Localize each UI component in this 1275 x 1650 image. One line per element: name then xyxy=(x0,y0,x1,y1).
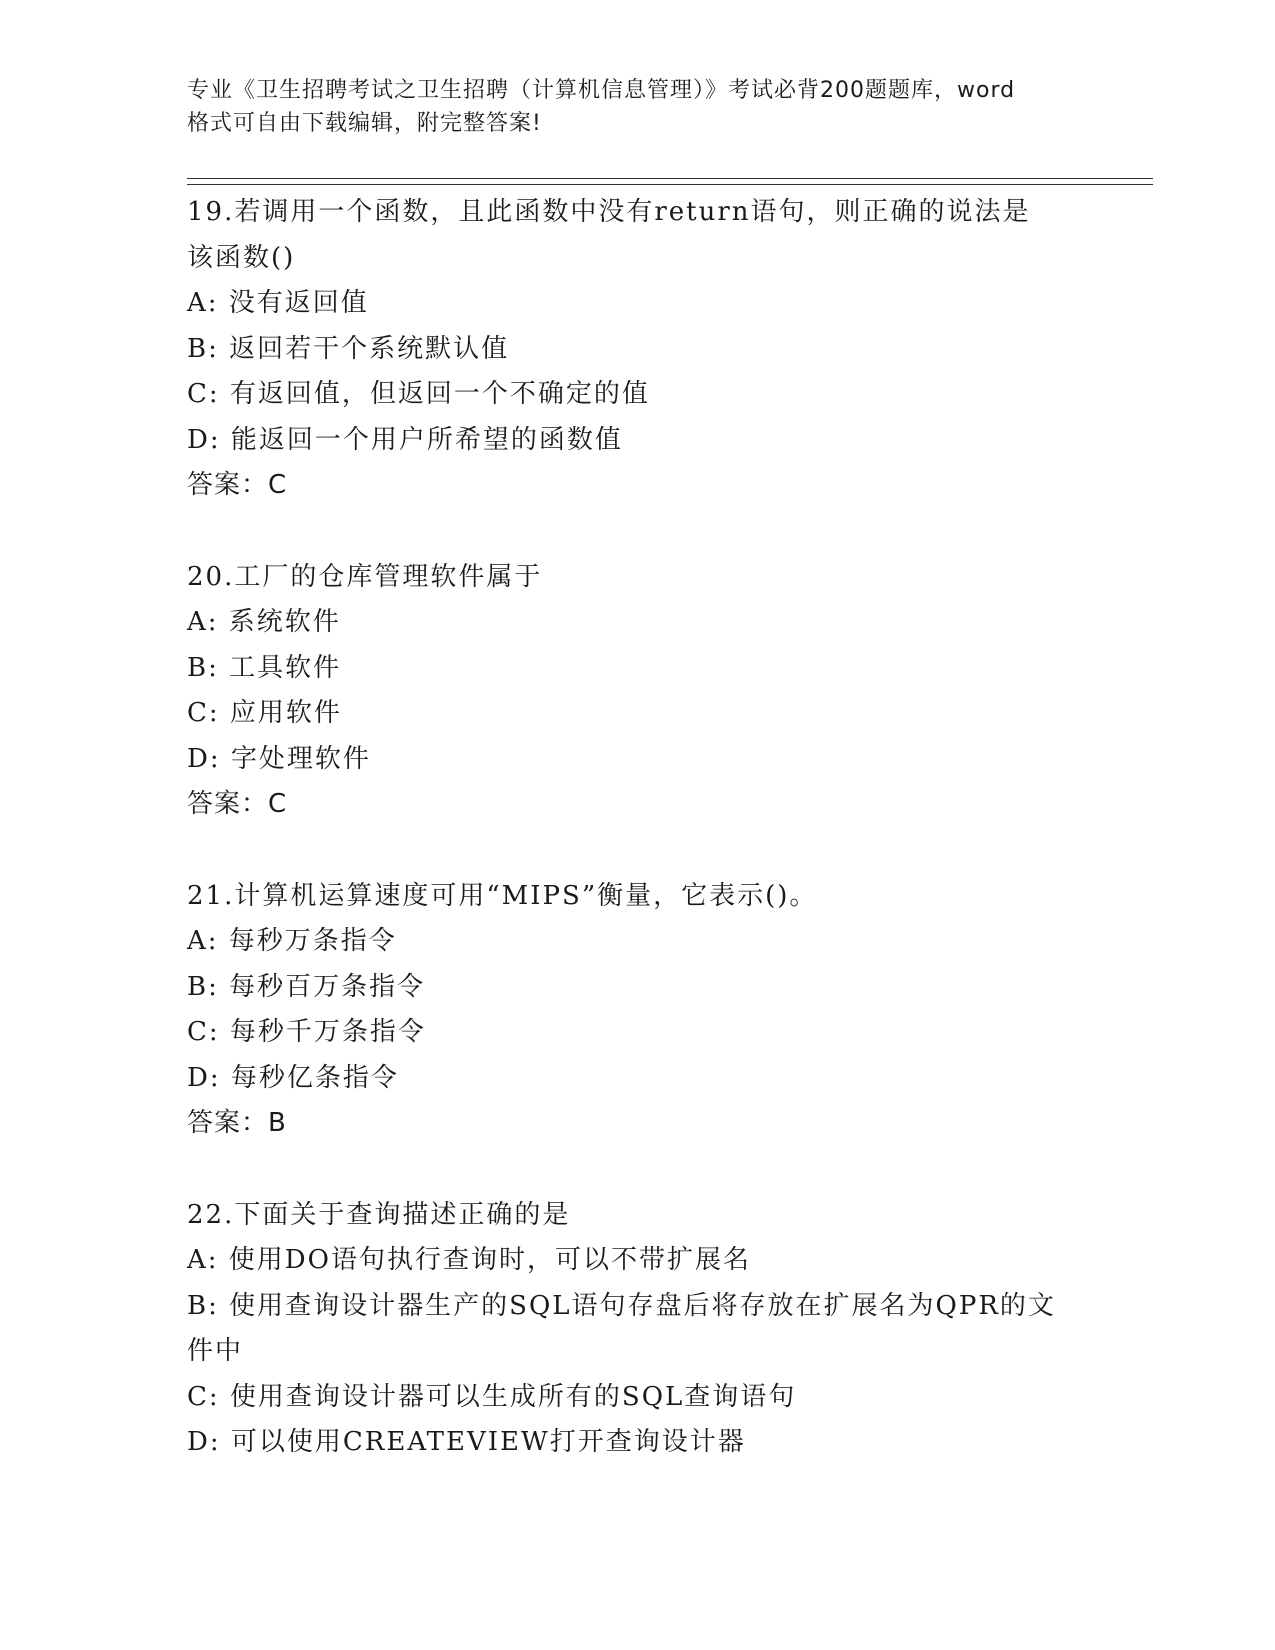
option-a: A: 每秒万条指令 xyxy=(187,926,397,956)
answer: 答案：C xyxy=(187,470,288,500)
option-b: B: 使用查询设计器生产的SQL语句存盘后将存放在扩展名为QPR的文 xyxy=(187,1290,1056,1321)
option-d: D: 能返回一个用户所希望的函数值 xyxy=(187,424,623,455)
option-a: A: 使用DO语句执行查询时，可以不带扩展名 xyxy=(187,1245,751,1275)
answer: 答案：B xyxy=(187,1108,287,1138)
header-divider xyxy=(187,178,1153,185)
option-b: B: 返回若干个系统默认值 xyxy=(187,333,510,364)
question-21 xyxy=(187,874,1087,1147)
option-d: D: 字处理软件 xyxy=(187,743,371,774)
document-header xyxy=(187,74,1087,140)
header-line-2: 格式可自由下载编辑，附完整答案! xyxy=(187,111,542,136)
option-b: B: 每秒百万条指令 xyxy=(187,971,426,1002)
header-line-1: 专业《卫生招聘考试之卫生招聘（计算机信息管理）》考试必背200题题库，word xyxy=(187,78,1016,103)
question-list xyxy=(187,190,1087,1512)
answer: 答案：C xyxy=(187,789,288,819)
option-d: D: 可以使用CREATEVIEW打开查询设计器 xyxy=(187,1427,746,1457)
option-d: D: 每秒亿条指令 xyxy=(187,1062,399,1093)
question-stem: 19.若调用一个函数，且此函数中没有return语句，则正确的说法是 xyxy=(187,197,1031,227)
option-b: B: 工具软件 xyxy=(187,652,342,683)
option-c: C: 应用软件 xyxy=(187,698,342,728)
question-stem: 20.工厂的仓库管理软件属于 xyxy=(187,561,543,592)
question-22 xyxy=(187,1193,1087,1466)
question-stem: 21.计算机运算速度可用“MIPS”衡量，它表示()。 xyxy=(187,880,818,911)
option-a: A: 系统软件 xyxy=(187,607,341,637)
option-c: C: 每秒千万条指令 xyxy=(187,1017,426,1047)
question-20 xyxy=(187,555,1087,828)
option-c: C: 使用查询设计器可以生成所有的SQL查询语句 xyxy=(187,1381,797,1412)
question-19 xyxy=(187,190,1087,509)
option-c: C: 有返回值，但返回一个不确定的值 xyxy=(187,379,650,409)
option-a: A: 没有返回值 xyxy=(187,288,369,318)
question-stem: 22.下面关于查询描述正确的是 xyxy=(187,1199,571,1230)
question-stem-cont: 该函数() xyxy=(187,242,296,273)
option-b-cont: 件中 xyxy=(187,1336,244,1366)
